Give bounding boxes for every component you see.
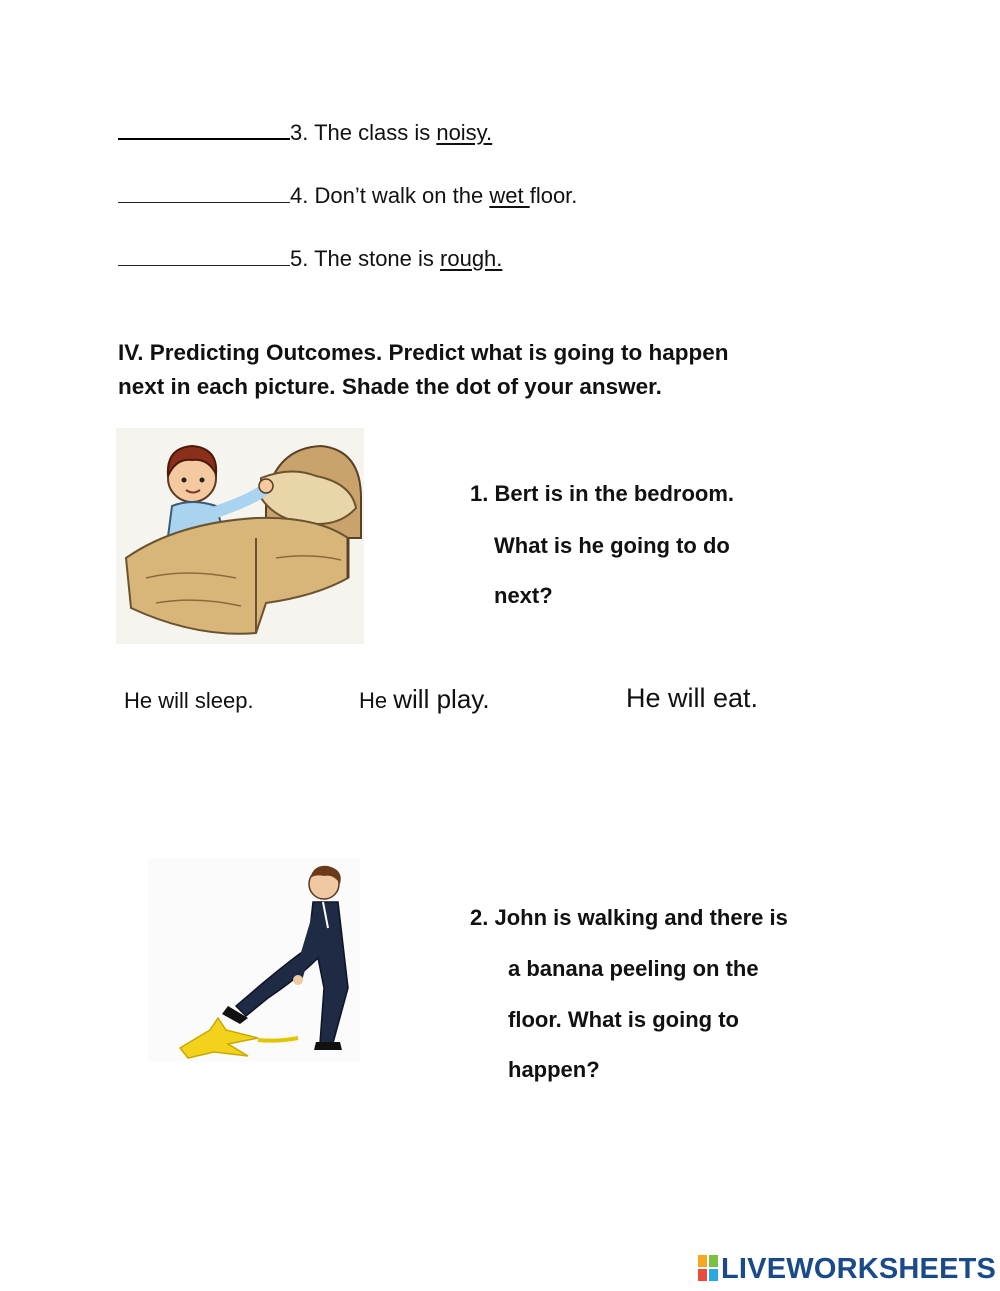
question1-line: next? bbox=[494, 583, 553, 608]
choice-text: He will sleep. bbox=[124, 688, 254, 713]
choice-sleep[interactable] bbox=[124, 688, 254, 714]
question1-line: What is he going to do bbox=[494, 533, 730, 558]
underlined-word: wet bbox=[489, 183, 530, 208]
exercise-item-4 bbox=[118, 182, 577, 209]
section-heading bbox=[118, 336, 878, 404]
answer-blank[interactable] bbox=[118, 118, 290, 140]
item-text: 4. Don’t walk on the bbox=[290, 183, 490, 208]
item-text: 5. The stone is bbox=[290, 246, 441, 271]
question2-line: a banana peeling on the bbox=[508, 956, 759, 981]
section-heading-line: next in each picture. Shade the dot of your answer. bbox=[118, 374, 662, 399]
question2-line: 2. John is walking and there is bbox=[470, 905, 788, 930]
exercise-item-5 bbox=[118, 245, 502, 272]
choice-eat[interactable] bbox=[626, 683, 758, 714]
liveworksheets-logo bbox=[698, 1253, 996, 1286]
section-heading-line: IV. Predicting Outcomes. Predict what is going to happen bbox=[118, 340, 729, 365]
exercise-item-3 bbox=[118, 118, 492, 146]
question1-line: 1. Bert is in the bedroom. bbox=[470, 481, 735, 506]
question2-line: floor. What is going to bbox=[508, 1007, 739, 1032]
liveworksheets-logo-text: LIVEWORKSHEETS bbox=[721, 1253, 997, 1285]
item-text-after: floor. bbox=[529, 183, 578, 208]
underlined-word: rough. bbox=[440, 246, 503, 271]
choice-play[interactable] bbox=[359, 684, 490, 715]
underlined-word: noisy. bbox=[436, 120, 493, 145]
choice-text: He will eat. bbox=[626, 683, 759, 713]
answer-blank[interactable] bbox=[118, 182, 290, 203]
liveworksheets-logo-icon bbox=[698, 1255, 718, 1281]
item-text: 3. The class is bbox=[290, 120, 437, 145]
question2-line: happen? bbox=[508, 1057, 600, 1082]
choice-text: He bbox=[359, 688, 394, 713]
choice-text: will play. bbox=[393, 684, 490, 714]
answer-blank[interactable] bbox=[118, 245, 290, 266]
man-slipping-on-banana-illustration bbox=[148, 858, 360, 1062]
boy-making-bed-illustration bbox=[116, 428, 364, 644]
